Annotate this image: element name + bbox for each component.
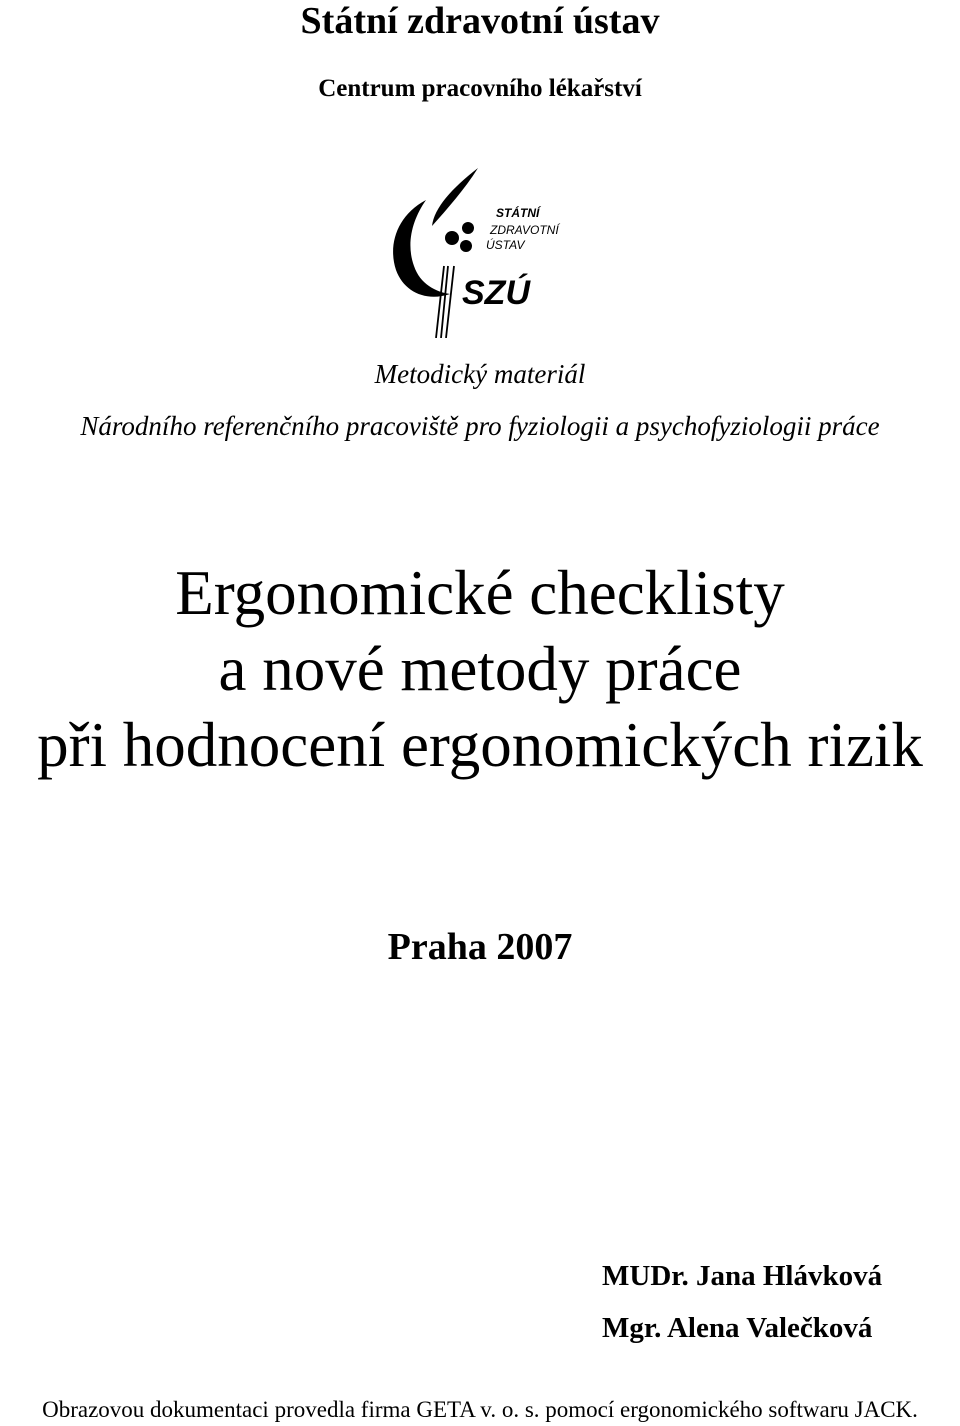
szu-logo: [386, 166, 576, 338]
authors: [602, 1250, 882, 1354]
institution-title: Státní zdravotní ústav: [300, 0, 660, 42]
method-line-2: Národního referenčního pracoviště pro fyziologii a psychofyziologii práce: [80, 411, 880, 441]
main-title-line-2: a nové metody práce: [218, 634, 742, 704]
logo-text-line2: ZDRAVOTNÍ: [490, 223, 559, 237]
main-title: [0, 555, 960, 783]
logo-text-line3: ÚSTAV: [486, 238, 525, 252]
logo-abbreviation: SZÚ: [462, 274, 530, 312]
department-subtitle: Centrum pracovního lékařství: [318, 75, 642, 102]
footer-note: Obrazovou dokumentaci provedla firma GETA v. o. s. pomocí ergonomického softwaru JACK.: [42, 1397, 918, 1422]
method-line-1: Metodický materiál: [374, 359, 586, 389]
author-2: Mgr. Alena Valečková: [602, 1312, 873, 1344]
main-title-line-1: Ergonomické checklisty: [175, 558, 785, 628]
logo-text-line1: STÁTNÍ: [496, 206, 540, 220]
author-1: MUDr. Jana Hlávková: [602, 1260, 883, 1292]
main-title-line-3: při hodnocení ergonomických rizik: [37, 710, 923, 780]
place-year: Praha 2007: [387, 926, 573, 968]
